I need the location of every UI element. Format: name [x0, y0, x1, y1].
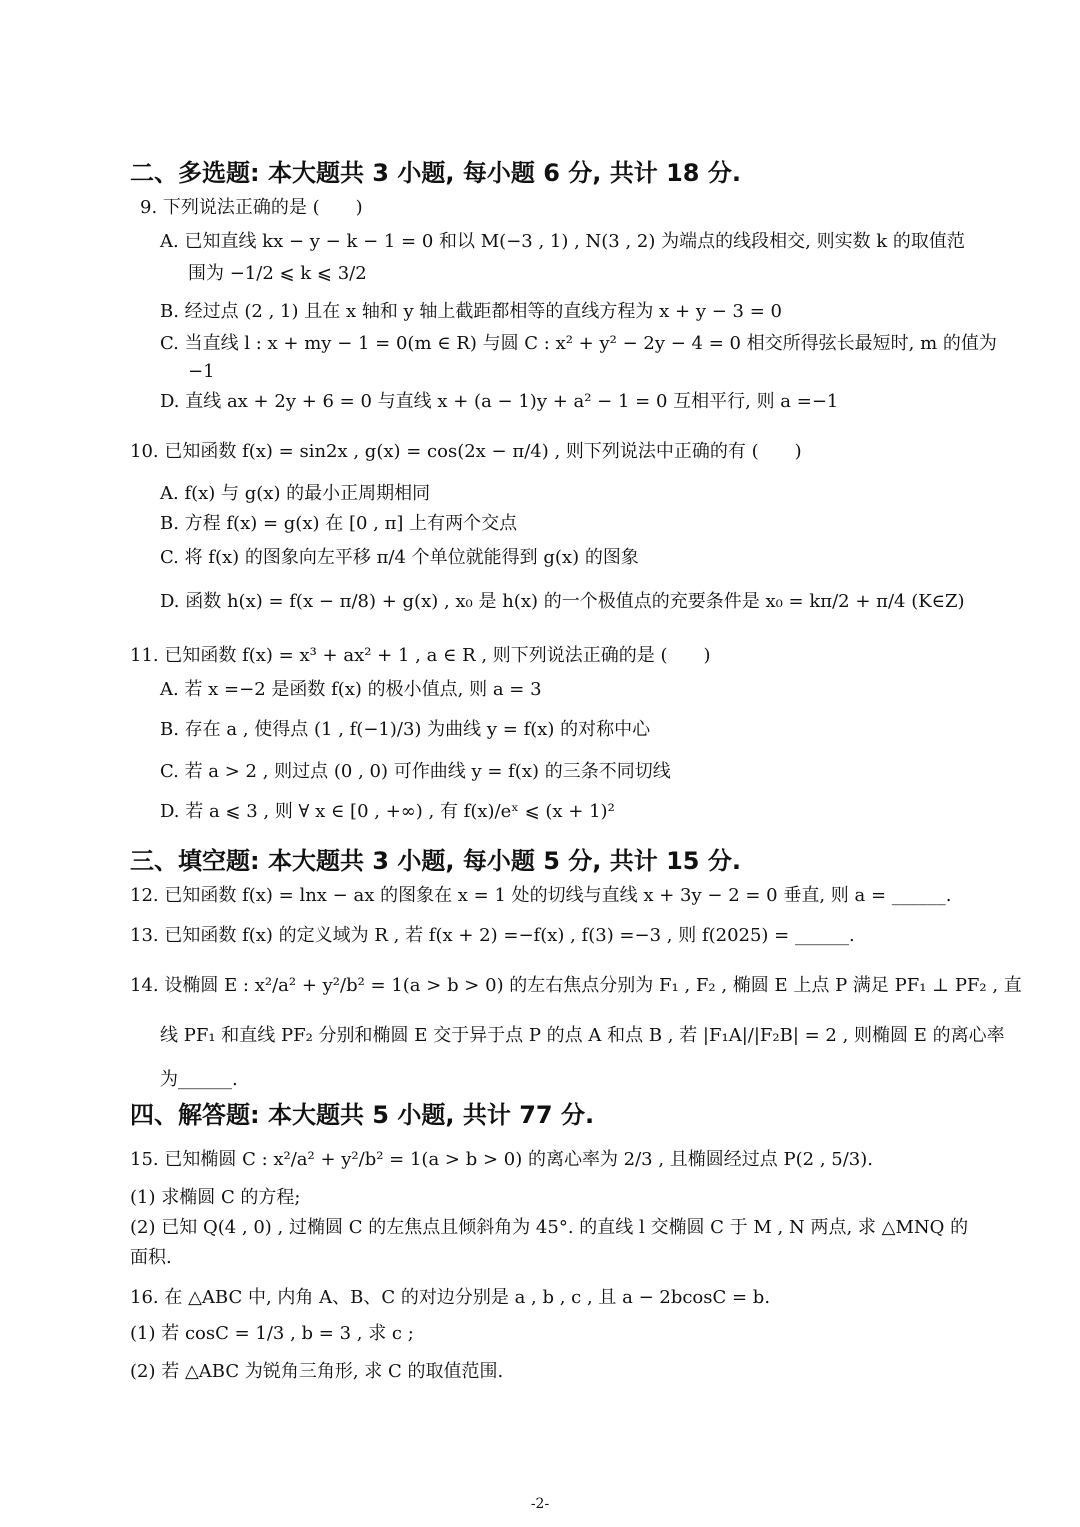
section-title-solutions: 四、解答题: 本大题共 5 小题, 共计 77 分.	[130, 1101, 595, 1129]
question-16-part-2: (2) 若 △ABC 为锐角三角形, 求 C 的取值范围.	[130, 1361, 504, 1382]
question-9-option-c-cont: −1	[188, 361, 215, 382]
question-11-stem: 11. 已知函数 f(x) = x³ + ax² + 1 , a ∈ R , 则下列说法正确的是 ( )	[130, 645, 711, 666]
question-14: 14. 设椭圆 E : x²/a² + y²/b² = 1(a > b > 0) 的左右焦点分别为 F₁ , F₂ , 椭圆 E 上点 P 满足 PF₁ ⊥ PF₂ , 直	[130, 975, 1022, 996]
question-10-option-b: B. 方程 f(x) = g(x) 在 [0 , π] 上有两个交点	[160, 513, 518, 534]
question-14-cont: 线 PF₁ 和直线 PF₂ 分别和椭圆 E 交于异于点 P 的点 A 和点 B , 若 |F₁A|/|F₂B| = 2 , 则椭圆 E 的离心率	[160, 1025, 1005, 1046]
question-11-option-a: A. 若 x =−2 是函数 f(x) 的极小值点, 则 a = 3	[160, 679, 542, 700]
question-11-option-b: B. 存在 a , 使得点 (1 , f(−1)/3) 为曲线 y = f(x) 的对称中心	[160, 719, 651, 740]
question-11-option-c: C. 若 a > 2 , 则过点 (0 , 0) 可作曲线 y = f(x) 的三条不同切线	[160, 761, 671, 782]
question-10-stem: 10. 已知函数 f(x) = sin2x , g(x) = cos(2x − π/4) , 则下列说法中正确的有 ( )	[130, 441, 802, 462]
question-12: 12. 已知函数 f(x) = lnx − ax 的图象在 x = 1 处的切线与直线 x + 3y − 2 = 0 垂直, 则 a = ______.	[130, 885, 952, 906]
question-10-option-c: C. 将 f(x) 的图象向左平移 π/4 个单位就能得到 g(x) 的图象	[160, 547, 639, 568]
section-title-multiple-choice: 二、多选题: 本大题共 3 小题, 每小题 6 分, 共计 18 分.	[130, 159, 741, 187]
question-15-part-2: (2) 已知 Q(4 , 0) , 过椭圆 C 的左焦点且倾斜角为 45°. 的直线 l 交椭圆 C 于 M , N 两点, 求 △MNQ 的	[130, 1217, 969, 1238]
section-title-fill-in: 三、填空题: 本大题共 3 小题, 每小题 5 分, 共计 15 分.	[130, 847, 741, 875]
question-16: 16. 在 △ABC 中, 内角 A、B、C 的对边分别是 a , b , c , 且 a − 2bcosC = b.	[130, 1287, 771, 1308]
question-9-option-c: C. 当直线 l : x + my − 1 = 0(m ∈ R) 与圆 C : x² + y² − 2y − 4 = 0 相交所得弦长最短时, m 的值为	[160, 333, 997, 354]
question-9-option-b: B. 经过点 (2 , 1) 且在 x 轴和 y 轴上截距都相等的直线方程为 x + y − 3 = 0	[160, 301, 782, 322]
question-10-option-d: D. 函数 h(x) = f(x − π/8) + g(x) , x₀ 是 h(x) 的一个极值点的充要条件是 x₀ = kπ/2 + π/4 (K∈Z)	[160, 591, 965, 612]
question-15: 15. 已知椭圆 C : x²/a² + y²/b² = 1(a > b > 0) 的离心率为 2/3 , 且椭圆经过点 P(2 , 5/3).	[130, 1149, 873, 1170]
question-9-option-a: A. 已知直线 kx − y − k − 1 = 0 和以 M(−3 , 1) , N(3 , 2) 为端点的线段相交, 则实数 k 的取值范	[160, 231, 965, 252]
page-number: -2-	[530, 1496, 550, 1512]
question-16-part-1: (1) 若 cosC = 1/3 , b = 3 , 求 c ;	[130, 1323, 414, 1344]
question-15-part-1: (1) 求椭圆 C 的方程;	[130, 1187, 301, 1208]
question-9-stem: 9. 下列说法正确的是 ( )	[140, 197, 363, 218]
question-13: 13. 已知函数 f(x) 的定义域为 R , 若 f(x + 2) =−f(x) , f(3) =−3 , 则 f(2025) = ______.	[130, 925, 855, 946]
question-9-option-a-cont: 围为 −1/2 ⩽ k ⩽ 3/2	[188, 263, 367, 284]
question-15-part-2-cont: 面积.	[130, 1247, 172, 1268]
question-11-option-d: D. 若 a ⩽ 3 , 则 ∀ x ∈ [0 , +∞) , 有 f(x)/eˣ ⩽ (x + 1)²	[160, 801, 615, 822]
question-9-option-d: D. 直线 ax + 2y + 6 = 0 与直线 x + (a − 1)y + a² − 1 = 0 互相平行, 则 a =−1	[160, 391, 839, 412]
question-10-option-a: A. f(x) 与 g(x) 的最小正周期相同	[160, 483, 431, 504]
question-14-blank: 为______.	[160, 1069, 238, 1090]
